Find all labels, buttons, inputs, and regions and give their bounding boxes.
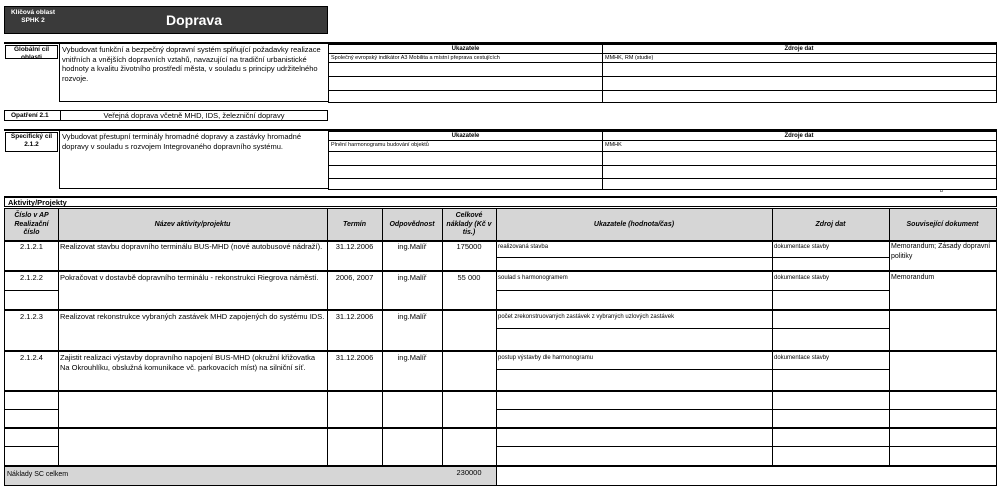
global-goal-indicator: Společný evropský indikátor A3 Mobilita a místní přeprava cestujících [331,55,500,61]
row-1-term: 31.12.2006 [335,242,374,251]
specific-goal-section [4,129,997,190]
activities-table [4,208,997,486]
global-goal-text: Vybudovat funkční a bezpečný dopravní systém splňující požadavky realizace vnitřních a vnějších dopravních vztahů, navazující na tradiční urbanistické hodnoty a kvalitu životního prostředí města, v souladu s principy udržitelného rozvoje. [59,44,329,102]
row-1-indicator: realizovaná stavba [498,244,549,250]
specific-goal-label: Specifický cíl 2.1.2 [5,132,58,152]
row-1-number: 2.1.2.1 [20,242,43,251]
row-3-indicator: počet zrekonstruovaných zastávek z vybraných uzlových zastávek [498,314,675,320]
row-3-number: 2.1.2.3 [20,312,43,321]
sources-header: Zdroje dat [784,46,814,52]
col-number: Číslo v AP Realizační číslo [14,212,49,237]
row-2-indicator: soulad s harmonogramem [498,275,568,281]
measure-text: Veřejná doprava včetně MHD, IDS, železniční dopravy [103,111,285,120]
row-2-name: Pokračovat v dostavbě dopravního terminálu - rekonstrukci Riegrova náměstí. [60,273,319,282]
global-goal-section [4,42,997,103]
global-goal-indicators-table [328,44,997,103]
row-4-number: 2.1.2.4 [20,353,43,362]
page-title: Doprava [165,12,223,28]
global-goal-source: MMHK, RM (studie) [605,55,654,61]
row-3-name: Realizovat rekonstrukce vybraných zastávek MHD zapojených do systému IDS. [60,312,325,321]
row-1-source: dokumentace stavby [774,244,830,250]
row-4-source: dokumentace stavby [774,355,830,361]
area-header [4,6,328,34]
activities-title: Aktivity/Projekty [4,196,997,207]
measure-row [4,110,328,121]
specific-goal-indicator: Plnění harmonogramu budování objektů [331,142,429,148]
row-2-term: 2006, 2007 [335,273,374,282]
measure-label: Opatření 2.1 [5,111,61,120]
global-goal-label: Globální cíl oblasti [5,45,58,59]
indicators-header: Ukazatele [451,46,480,52]
specific-goal-text: Vybudovat přestupní terminály hromadné dopravy a zastávky hromadné dopravy v souladu s rozvojem Integrovaného dopravního systému. [59,131,329,189]
row-1-name: Realizovat stavbu dopravního terminálu BUS-MHD (nové autobusové nádraží). [60,242,323,251]
row-4-responsibility: ing.Malíř [397,353,427,362]
row-2-related: Memorandum [891,274,935,281]
row-2-responsibility: ing.Malíř [397,273,427,282]
col-related: Související dokument [906,220,979,228]
total-value: 230000 [456,468,482,477]
row-1-related: Memorandum; Zásady dopravní politiky [891,243,991,260]
row-2-source: dokumentace stavby [774,275,830,281]
col-term: Termín [342,220,367,228]
specific-goal-source: MMHK [605,142,622,148]
row-1-responsibility: ing.Malíř [397,242,427,251]
small-marker: D [940,188,944,193]
col-costs: Celkové náklady (Kč v tis.) [446,212,492,237]
row-2-costs: 55 000 [457,273,481,282]
sources-header: Zdroje dat [784,133,814,139]
col-source: Zdroj dat [815,220,846,228]
row-3-responsibility: ing.Malíř [397,312,427,321]
row-4-name: Zajistit realizaci výstavby dopravního napojení BUS-MHD (okružní křižovatka Na Okrouhlíku, obslužná komunikace vč. parkovacích míst) na silniční síť. [60,353,316,372]
indicators-header: Ukazatele [451,133,480,139]
area-code: Klíčová oblast SPHK 2 [10,9,56,24]
row-4-term: 31.12.2006 [335,353,374,362]
col-indicators: Ukazatele (hodnota/čas) [593,220,675,228]
row-1-costs: 175000 [456,242,482,251]
specific-goal-indicators-table [328,131,997,190]
row-2-number: 2.1.2.2 [20,273,43,282]
col-name: Název aktivity/projektu [154,220,231,228]
row-3-term: 31.12.2006 [335,312,374,321]
total-label: Náklady SC celkem [7,471,69,478]
col-responsibility: Odpovědnost [389,220,435,228]
row-4-indicator: postup výstavby dle harmonogramu [498,355,594,361]
